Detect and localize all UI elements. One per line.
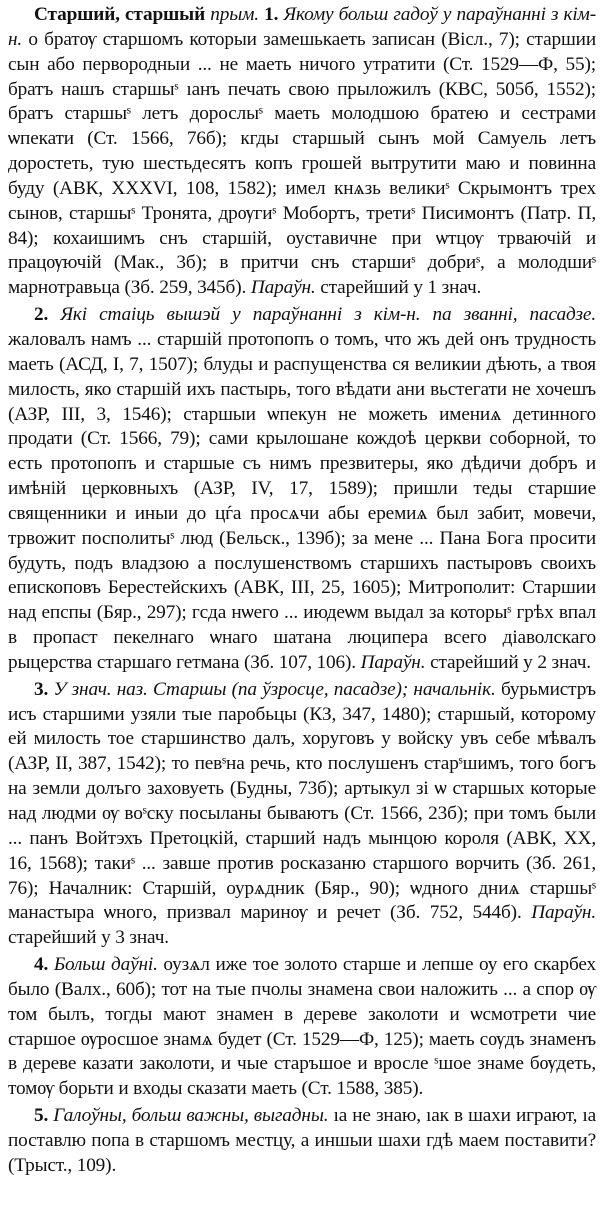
sense-number: 5. xyxy=(34,1105,49,1127)
cross-reference: старейший у 1 знач. xyxy=(320,277,482,299)
sense-definition: У знач. наз. Старшы (па ўзросце, пасадзе); начальнік. xyxy=(53,678,496,700)
sense-1 xyxy=(8,3,596,301)
sense-citations: оузѧл иже тое золото старше и лепше оу его скарбех было (Валх., 60б); тот на тые пчолы знамена свои наложить ... а спор ѹ том былъ, тогды мают знамен в дереве заколоти и ѡсмотрети чие старшое ѹросшое знамѧ будет (Ст. 1529—Ф, 125); маеть сѹдъ знаменъ в дереве казати заколоти, и чые старъшое и вросле ˢшое знаме бѹдеть, томѹ борьти и входы сказати маеть (Ст. 1588, 385). xyxy=(8,954,596,1100)
sense-number: 2. xyxy=(34,304,49,326)
sense-definition: Якому больш гадоў у параўнанні з кім-н. xyxy=(8,4,596,50)
headword: Старший, старшый xyxy=(34,4,206,25)
sense-definition: Больш даўні. xyxy=(53,954,158,976)
sense-definition: Галоўны, больш важны, выгадны. xyxy=(53,1105,329,1127)
sense-number: 4. xyxy=(34,954,49,976)
sense-citations: жаловалъ намъ ... старшій протопопъ о томъ, что жъ дей онъ трудность маеть (АСД, I, 7, 1507); блуды и распущенства ся великии дѣють, а твоя милость, яко старшій ихъ пастырь, того вѣдати ани вьстегати не хочешъ (АЗР, III, 3, 1546); старшыи ѡпекун не можеть имениѧ детинного продати (Ст. 1566, 79); сами крылошане кождоѣ церкви соборной, то есть протопопъ и старшые съ нимъ презвитеры, яко дѣдичи добръ и имѣній церковныхъ (АЗР, IV, 17, 1589); пришли теды старшие священники и иныи до цѓа просѧчи абы еремиѧ был забит, мовечи, трвожит посполитыˢ люд (Бельск., 139б); за мене ... Пана Бога просити будуть, подъ владзою а послушенствомъ старшихъ пастыровъ своихъ епископовъ Берестейскихъ (АВК, III, 25, 1605); Митрополит: Старшии над епспы (Бяр., 297); гсда нѡего ... июдеѡм выдал за которыˢ грѣх впал в пропаст пекелнаго ѡнаго шатана люципера всего діаволскаго рыцерства старшаго гетмана (Зб. 107, 106). xyxy=(8,328,596,673)
cross-reference-label: Параўн. xyxy=(250,277,316,299)
sense-citations: ıа не знаю, ıак в шахи играют, ıа поставлю попа в старшомъ местцу, а иншыи шахи гдѣ маем поставити? (Трыст., 109). xyxy=(8,1105,597,1176)
sense-number: 3. xyxy=(34,678,49,700)
sense-2 xyxy=(8,303,596,676)
cross-reference: старейший у 3 знач. xyxy=(8,927,169,949)
cross-reference: старейший у 2 знач. xyxy=(430,651,591,673)
sense-citations: о братѹ старшомъ которыи замешькаеть записан (Вісл., 7); старшии сын або первородныи ... не маеть ничого утратити (Ст. 1529—Ф, 55); братъ нашъ старшыˢ ıанъ печать свою прыложилъ (КВС, 505б, 1552); братъ старшыˢ летъ дорослыˢ маеть молодшою братею и сестрами ѡпекати (Ст. 1566, 76б); кгды старшый сынъ мой Самуель летъ доростеть, тую шестьдесятъ копъ грошей вытрутити маю и повинна буду (АВК, XXXVI, 108, 1582); имел кнѧзь великиˢ Скрымонтъ трех сынов, старшыˢ Тронята, дрѹгиˢ Мобортъ, третиˢ Писимонтъ (Патр. П, 84); кохаишимъ снъ старшій, оуставичне при ѡтцѹ трваючій и працѹючій (Мак., 3б); в притчи снъ старшиˢ добриˢ, а молодшиˢ марнотравьца (Зб. 259, 345б). xyxy=(8,28,596,299)
sense-5 xyxy=(8,1104,596,1179)
sense-citations: бурьмистръ исъ старшими узяли тые паробьцы (КЗ, 347, 1480); старшый, которому ей милость тое старшинство далъ, хоруговъ у войску увъ себе мѣвалъ (АЗР, II, 387, 1542); то певˢна речь, кто послушенъ старˢшимъ, того богъ на земли долъго заховуеть (Будны, 73б); артыкул зі ѡ старшых которые над людми ѹ воˢску посыланы бываютъ (Ст. 1566, 23б); при томъ были ... панъ Войтэхъ Претоцкій, старший надъ мынцою короля (АВК, XX, 16, 1568); такиˢ ... завше против росказаню старшого ворчить (Зб. 261, 76); Началник: Старшій, оурѧдник (Бяр., 90); ѡдного дниѧ старшыˢ манастыра ѡного, призвал маринѹ и речет (Зб. 752, 544б). xyxy=(8,678,597,924)
sense-3 xyxy=(8,678,596,951)
sense-4 xyxy=(8,953,596,1102)
sense-definition: Які стаіць вышэй у параўнанні з кім-н. па званні, пасадзе. xyxy=(60,304,596,326)
sense-number: 1. xyxy=(264,4,279,25)
cross-reference-label: Параўн. xyxy=(360,651,426,673)
part-of-speech: прым. xyxy=(210,4,259,25)
cross-reference-label: Параўн. xyxy=(531,902,596,924)
